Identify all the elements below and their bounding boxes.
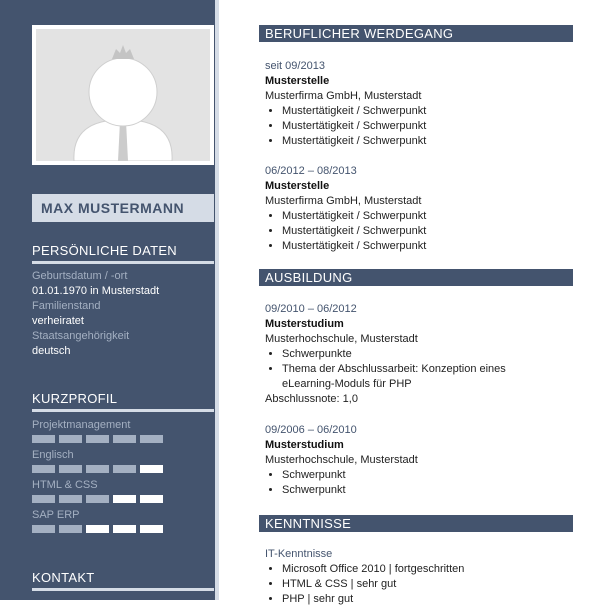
skill-bar-filled xyxy=(86,495,109,503)
entry-title: Musterstudium xyxy=(265,439,344,451)
sidebar xyxy=(0,0,215,600)
entry-title: Musterstelle xyxy=(265,180,330,192)
education-entry xyxy=(265,302,575,407)
entry-date: 06/2012 – 08/2013 xyxy=(265,165,357,177)
list-item: • HTML & CSS | sehr gut xyxy=(282,577,575,592)
entry-bullets xyxy=(265,209,575,254)
skill-bar-filled xyxy=(86,435,109,443)
list-item: • Thema der Abschlussarbeit: Konzeption eines eLearning-Moduls für PHP xyxy=(282,362,532,392)
skill-bar-empty xyxy=(140,495,163,503)
entry-date: 09/2006 – 06/2010 xyxy=(265,424,357,436)
skill-level-bars xyxy=(32,465,214,473)
birth-label: Geburtsdatum / -ort xyxy=(32,270,128,282)
nationality-label: Staatsangehörigkeit xyxy=(32,330,130,342)
career-entry xyxy=(265,59,575,149)
avatar-icon xyxy=(36,29,210,161)
skill-bar-filled xyxy=(140,435,163,443)
list-item: • Schwerpunkt xyxy=(282,468,575,483)
skill-bar-filled xyxy=(59,465,82,473)
skill-name: Projektmanagement xyxy=(32,419,131,431)
skill-bar-filled xyxy=(59,435,82,443)
grade-note: Abschlussnote: 1,0 xyxy=(265,393,358,405)
skills-heading: KENNTNISSE xyxy=(259,515,573,532)
marital-status-value: verheiratet xyxy=(32,315,84,327)
entry-date: seit 09/2013 xyxy=(265,60,325,72)
entry-organization: Musterfirma GmbH, Musterstadt xyxy=(265,195,422,207)
list-item: • PHP | sehr gut xyxy=(282,592,575,607)
career-entry xyxy=(265,164,575,254)
list-item: • Mustertätigkeit / Schwerpunkt xyxy=(282,104,575,119)
skill-list xyxy=(32,418,214,538)
skill-bar-filled xyxy=(59,525,82,533)
skill-level-bars xyxy=(32,495,214,503)
skill-bar-filled xyxy=(113,465,136,473)
skill-bar-filled xyxy=(86,465,109,473)
career-heading: BERUFLICHER WERDEGANG xyxy=(259,25,573,42)
skill-bar-filled xyxy=(32,435,55,443)
person-name: MAX MUSTERMANN xyxy=(32,194,214,222)
avatar-placeholder xyxy=(36,29,210,161)
skill-item xyxy=(32,508,214,538)
education-entry xyxy=(265,423,575,498)
list-item: • Mustertätigkeit / Schwerpunkt xyxy=(282,224,575,239)
list-item: • Mustertätigkeit / Schwerpunkt xyxy=(282,119,575,134)
skills-bullets xyxy=(265,562,575,607)
it-skills-subheading: IT-Kenntnisse xyxy=(265,548,333,560)
skill-bar-empty xyxy=(86,525,109,533)
entry-organization: Musterhochschule, Musterstadt xyxy=(265,454,418,466)
skill-bar-empty xyxy=(140,525,163,533)
list-item: • Microsoft Office 2010 | fortgeschritten xyxy=(282,562,575,577)
entry-title: Musterstelle xyxy=(265,75,330,87)
entry-title: Musterstudium xyxy=(265,318,344,330)
skill-item xyxy=(32,418,214,448)
birth-value: 01.01.1970 in Musterstadt xyxy=(32,285,160,297)
skills-entry xyxy=(265,547,575,607)
list-item: • Mustertätigkeit / Schwerpunkt xyxy=(282,239,575,254)
skill-bar-empty xyxy=(140,465,163,473)
skill-name: SAP ERP xyxy=(32,509,80,521)
skill-bar-filled xyxy=(32,465,55,473)
list-item: • Schwerpunkt xyxy=(282,483,575,498)
list-item: • Mustertätigkeit / Schwerpunkt xyxy=(282,134,575,149)
entry-organization: Musterfirma GmbH, Musterstadt xyxy=(265,90,422,102)
skill-bar-filled xyxy=(59,495,82,503)
list-item: • Mustertätigkeit / Schwerpunkt xyxy=(282,209,575,224)
profile-photo xyxy=(32,25,214,165)
personal-data-heading: PERSÖNLICHE DATEN xyxy=(32,243,214,264)
entry-bullets xyxy=(265,104,575,149)
entry-date: 09/2010 – 06/2012 xyxy=(265,303,357,315)
entry-bullets xyxy=(265,468,575,498)
skill-item xyxy=(32,448,214,478)
skill-level-bars xyxy=(32,525,214,533)
entry-bullets xyxy=(265,347,575,392)
skill-bar-empty xyxy=(113,495,136,503)
skill-bar-filled xyxy=(32,495,55,503)
skill-bar-empty xyxy=(113,525,136,533)
list-item: • Schwerpunkte xyxy=(282,347,575,362)
contact-heading: KONTAKT xyxy=(32,570,214,591)
skill-name: HTML & CSS xyxy=(32,479,98,491)
skill-bar-filled xyxy=(113,435,136,443)
entry-organization: Musterhochschule, Musterstadt xyxy=(265,333,418,345)
skill-item xyxy=(32,478,214,508)
sidebar-divider xyxy=(215,0,219,600)
nationality-value: deutsch xyxy=(32,345,71,357)
skill-level-bars xyxy=(32,435,214,443)
profile-heading: KURZPROFIL xyxy=(32,391,214,412)
personal-data-list xyxy=(32,269,214,359)
skill-bar-filled xyxy=(32,525,55,533)
marital-status-label: Familienstand xyxy=(32,300,101,312)
education-heading: AUSBILDUNG xyxy=(259,269,573,286)
skill-name: Englisch xyxy=(32,449,74,461)
